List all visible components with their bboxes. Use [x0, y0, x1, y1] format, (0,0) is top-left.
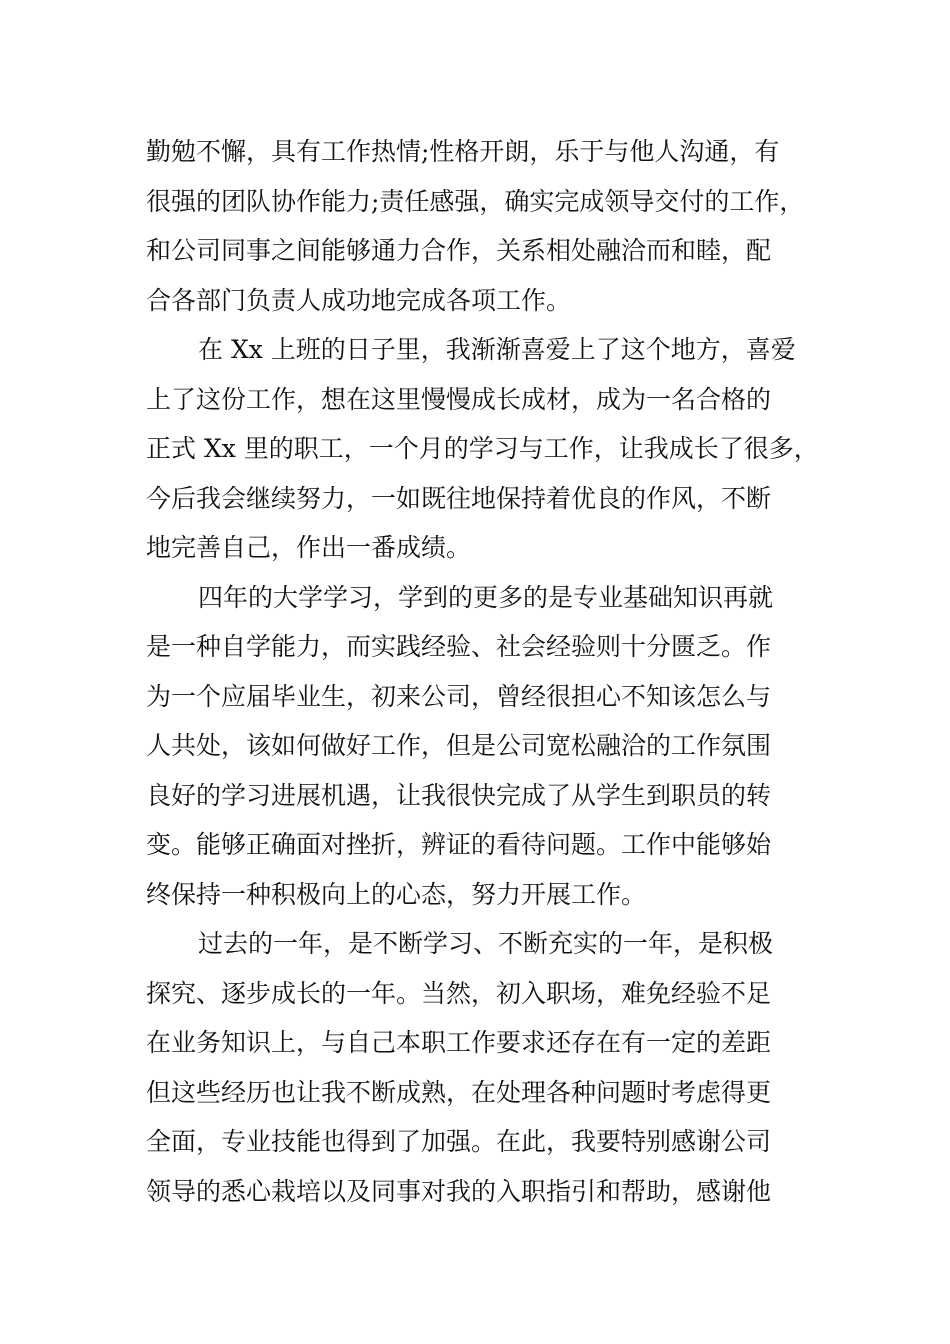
text-line: 人共处，该如何做好工作，但是公司宽松融洽的工作氛围	[146, 731, 772, 760]
text-line: 探究、逐步成长的一年。当然，初入职场，难免经验不足	[146, 978, 772, 1008]
document-body	[146, 127, 826, 1216]
text-line: 在业务知识上，与自己本职工作要求还存在有一定的差距	[146, 1028, 772, 1057]
text-line: 全面，专业技能也得到了加强。在此，我要特别感谢公司	[146, 1127, 772, 1156]
paragraph-first-line: 四年的大学学习，学到的更多的是专业基础知识再就	[198, 582, 774, 612]
text-line: 正式 Xx 里的职工，一个月的学习与工作，让我成长了很多，	[146, 434, 819, 463]
text-line: 领导的悉心栽培以及同事对我的入职指引和帮助，感谢他	[146, 1176, 772, 1206]
text-line: 今后我会继续努力，一如既往地保持着优良的作风，不断	[146, 483, 772, 513]
text-line: 但这些经历也让我不断成熟，在处理各种问题时考虑得更	[146, 1077, 772, 1107]
paragraph-first-line: 过去的一年，是不断学习、不断充实的一年，是积极	[198, 929, 774, 958]
text-line: 上了这份工作，想在这里慢慢成长成材，成为一名合格的	[146, 384, 772, 414]
text-line: 很强的团队协作能力;责任感强，确实完成领导交付的工作，	[146, 186, 805, 216]
text-line: 地完善自己，作出一番成绩。	[146, 533, 472, 562]
text-line: 和公司同事之间能够通力合作，关系相处融洽而和睦，配	[146, 236, 772, 265]
text-line: 勤勉不懈，具有工作热情;性格开朗，乐于与他人沟通，有	[146, 137, 780, 166]
text-line: 合各部门负责人成功地完成各项工作。	[146, 285, 572, 315]
text-line: 是一种自学能力，而实践经验、社会经验则十分匮乏。作	[146, 632, 772, 661]
text-line: 良好的学习进展机遇，让我很快完成了从学生到职员的转	[146, 780, 772, 810]
text-line: 变。能够正确面对挫折，辨证的看待问题。工作中能够始	[146, 830, 772, 859]
text-line: 为一个应届毕业生，初来公司，曾经很担心不知该怎么与	[146, 681, 772, 711]
text-line: 终保持一种积极向上的心态，努力开展工作。	[146, 879, 647, 909]
paragraph-first-line: 在 Xx 上班的日子里，我渐渐喜爱上了这个地方，喜爱	[198, 335, 796, 364]
